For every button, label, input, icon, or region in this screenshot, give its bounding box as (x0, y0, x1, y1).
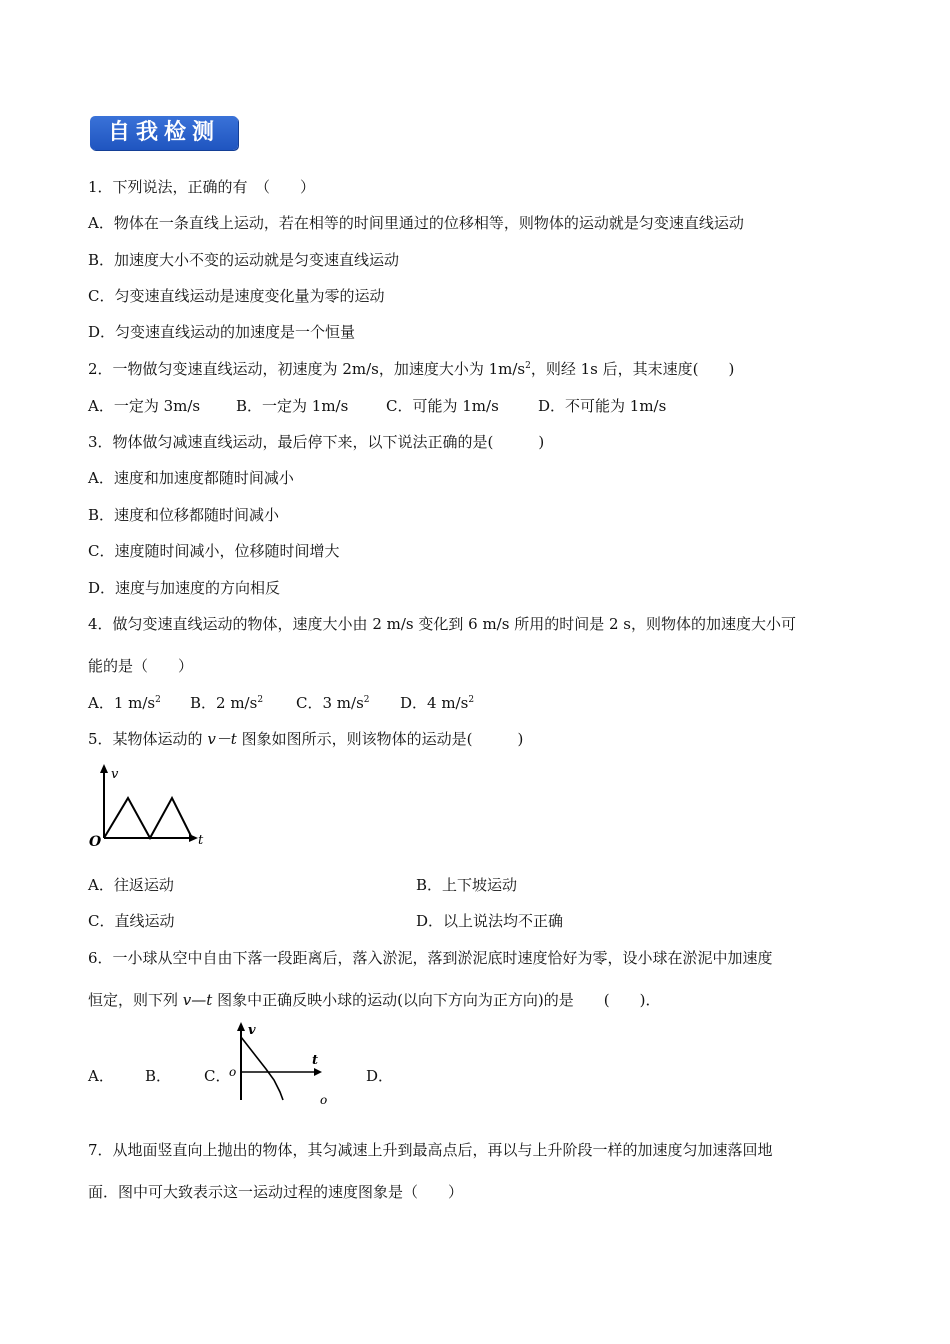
q4-option-b-exponent: 2 (257, 695, 264, 705)
q3-option-b: B．速度和位移都随时间减小 (88, 506, 280, 524)
q5-stem (88, 728, 523, 749)
q5-option-b: B．上下坡运动 (416, 876, 518, 894)
q6-option-c: C． (204, 1067, 231, 1085)
q4-option-a (88, 692, 161, 713)
q5-option-a: A．往返运动 (88, 876, 174, 894)
q4-option-a-text: A．1 m/s (88, 694, 156, 712)
q6-velocity-line (241, 1037, 283, 1100)
q7-stem-line1: 7．从地面竖直向上抛出的物体，其匀减速上升到最高点后，再以与上升阶段一样的加速度匀加速落回地 (88, 1141, 773, 1159)
q6-stray-label: o (320, 1093, 328, 1107)
q5-stem-text: 5．某物体运动的 (88, 730, 208, 748)
q4-option-c-text: C．3 m/s (296, 694, 364, 712)
q6-option-a: A． (88, 1067, 114, 1085)
q2-option-c: C．可能为 1m/s (386, 397, 499, 415)
q2-stem-exponent: 2 (525, 361, 531, 371)
q1-option-b: B．加速度大小不变的运动就是匀变速直线运动 (88, 251, 400, 269)
q5-triangle-wave (104, 798, 192, 838)
q6-stem-text: 恒定，则下列 (88, 991, 183, 1009)
q5-option-c: C．直线运动 (88, 912, 175, 930)
q5-origin-label: O (89, 834, 102, 850)
q4-option-b (190, 692, 263, 713)
q5-stem-variable: v－t (207, 730, 237, 748)
q6-vt-figure (226, 1020, 338, 1108)
q6-x-arrow (314, 1068, 322, 1076)
q5-y-label: v (111, 767, 119, 782)
q4-option-c-exponent: 2 (363, 695, 370, 705)
q4-option-d (400, 692, 474, 713)
q5-y-arrow (100, 764, 108, 773)
q4-stem-line1: 4．做匀变速直线运动的物体，速度大小由 2 m/s 变化到 6 m/s 所用的时间是 2 s，则物体的加速度大小可 (88, 615, 796, 633)
q5-x-label: t (198, 833, 204, 848)
section-badge: 自我检测 (90, 116, 238, 150)
q6-stem-line2 (88, 989, 660, 1010)
q5-vt-figure (86, 762, 216, 850)
q4-option-b-text: B．2 m/s (190, 694, 258, 712)
q4-option-d-exponent: 2 (468, 695, 475, 705)
q3-option-d: D．速度与加速度的方向相反 (88, 579, 281, 597)
q1-stem: 1．下列说法，正确的有 （ ） (88, 178, 316, 196)
q4-option-d-text: D．4 m/s (400, 694, 469, 712)
q1-option-c: C．匀变速直线运动是速度变化量为零的运动 (88, 287, 385, 305)
q1-option-d: D．匀变速直线运动的加速度是一个恒量 (88, 323, 356, 341)
q2-option-b: B．一定为 1m/s (236, 397, 349, 415)
q2-option-a: A．一定为 3m/s (88, 397, 201, 415)
q3-option-a: A．速度和加速度都随时间减小 (88, 469, 294, 487)
q5-option-d: D．以上说法均不正确 (416, 912, 564, 930)
q4-option-c (296, 692, 370, 713)
q6-y-label: v (248, 1023, 256, 1038)
q1-option-a: A．物体在一条直线上运动，若在相等的时间里通过的位移相等，则物体的运动就是匀变速直线运动 (88, 214, 744, 232)
q6-stem-tail: 图象中正确反映小球的运动(以向下方向为正方向)的是 ( )． (212, 991, 661, 1009)
q2-option-d: D．不可能为 1m/s (538, 397, 667, 415)
q6-origin-label: o (229, 1065, 237, 1079)
q4-stem-line2: 能的是（ ） (88, 657, 194, 675)
q6-stem-line1: 6．一小球从空中自由下落一段距离后，落入淤泥，落到淤泥底时速度恰好为零，设小球在淤泥中加速度 (88, 949, 773, 967)
q6-stem-variable: v—t (182, 991, 213, 1009)
q2-stem-tail: ，则经 1s 后，其末速度( ) (530, 360, 735, 378)
q6-option-d: D． (366, 1067, 394, 1085)
q2-stem-text: 2．一物做匀变速直线运动，初速度为 2m/s，加速度大小为 1m/s (88, 360, 526, 378)
q6-x-label: t (312, 1053, 319, 1068)
q7-stem-line2: 面．图中可大致表示这一运动过程的速度图象是（ ） (88, 1183, 464, 1201)
q5-stem-tail: 图象如图所示，则该物体的运动是( ) (236, 730, 524, 748)
q6-y-arrow (237, 1022, 245, 1031)
q2-stem (88, 358, 734, 379)
q3-option-c: C．速度随时间减小，位移随时间增大 (88, 542, 340, 560)
q4-option-a-exponent: 2 (155, 695, 161, 705)
q6-option-b: B． (145, 1067, 172, 1085)
q3-stem: 3．物体做匀减速直线运动，最后停下来，以下说法正确的是( ) (88, 433, 545, 451)
